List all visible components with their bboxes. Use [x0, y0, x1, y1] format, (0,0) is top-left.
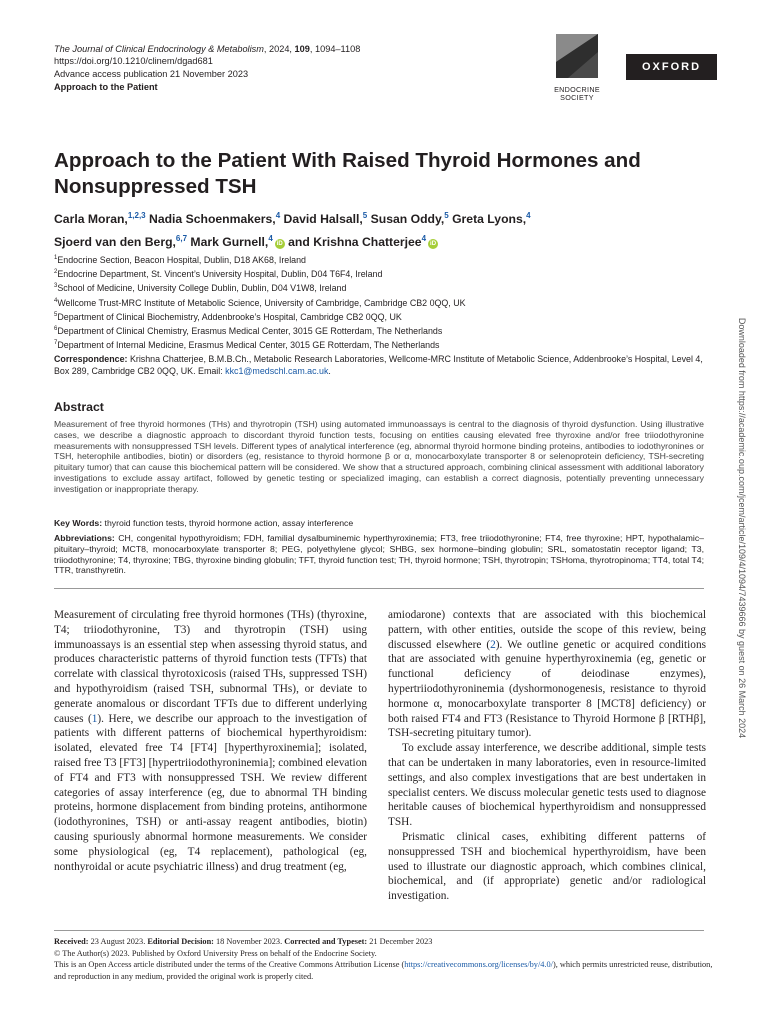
author[interactable]: Nadia Schoenmakers,$^4$ — [149, 211, 281, 227]
abstract-heading: Abstract — [54, 400, 104, 414]
author[interactable]: Greta Lyons,$^4$ — [452, 211, 531, 227]
article-footer — [54, 936, 714, 982]
affiliation: $^2$Endocrine Department, St. Vincent’s University Hospital, Dublin, D04 T6F4, Ireland — [54, 269, 383, 280]
orcid-icon[interactable]: iD — [276, 241, 283, 248]
body-paragraph: Prismatic clinical cases, exhibiting different patterns of nonsuppressed TSH and biochemical hyperthyroidism, have been used to illustrate our diagnostic approach, which combines clinical, biochemical, and (if appropriate) genetic and/or radiological investigation. — [388, 830, 706, 903]
copyright: © The Author(s) 2023. Published by Oxford University Press on behalf of the Endocrine Society. — [54, 948, 377, 958]
abbreviations: Abbreviations: CH, congenital hypothyroidism; FDH, familial dysalbuminemic hyperthyroxinemia; FT3, free triiodothyronine; FT4, free thyroxine; HPT, hypothalamic–pituitary–thyroid; MCT8, monocarboxylate transporter 8; PEG, polyethylene glycol; SHBG, sex hormone–binding globulin; SRL, somatostatin receptor ligand; T3, triiodothyronine; T4, thyroxine; TBG, thyroxine binding globulin; TFT, thyroid function test; TH, thyroid hormone; TSH, thyrotropin; TSHoma, thyrotropinoma; TT4, total T4; TTR, transthyretin. — [54, 533, 704, 576]
divider — [54, 930, 704, 931]
orcid-icon[interactable]: iD — [430, 241, 437, 248]
advance-access: Advance access publication 21 November 2023 — [54, 68, 249, 79]
correspondence: Correspondence: Krishna Chatterjee, B.M.B.Ch., Metabolic Research Laboratories, Wellcome-MRC Institute of Metabolic Science, Addenbrooke’s Hospital, Level 4, Box 289, Cambridge CB2 0QQ, UK. Email: kkc1@medschl.cam.ac.uk. — [54, 354, 703, 377]
affiliation: $^1$Endocrine Section, Beacon Hospital, Dublin, D18 AK68, Ireland — [54, 254, 306, 265]
reference-link[interactable]: 2 — [490, 638, 496, 651]
author-list — [54, 206, 694, 252]
affiliation: $^5$Department of Clinical Biochemistry, Addenbrooke’s Hospital, Cambridge CB2 0QQ, UK — [54, 311, 402, 322]
body-paragraph: To exclude assay interference, we describe additional, simple tests that can be undertaken in many laboratories, even in resource-limited settings, and also complex investigations that are best undertaken in specialist centers. We discuss molecular genetic tests used to diagnose heritable causes of biochemical hyperthyroidism and nonsuppressed TSH. — [388, 742, 706, 829]
author[interactable]: and Krishna Chatterjee$^4$ — [288, 234, 427, 250]
publisher-logos — [548, 32, 718, 112]
license-link[interactable]: https://creativecommons.org/licenses/by/4.0/ — [404, 960, 553, 970]
email-link[interactable]: kkc1@medschl.cam.ac.uk — [225, 366, 329, 377]
author[interactable]: Mark Gurnell,$^4$ — [190, 234, 273, 250]
affiliations — [54, 252, 714, 378]
license: This is an Open Access article distributed under the terms of the Creative Commons Attribution License (https://creativecommons.org/licenses/by/4.0/), which permits unrestricted reuse, distribution, and reproduction in any medium, provided the original work is properly cited. — [54, 960, 713, 981]
journal-name: The Journal of Clinical Endocrinology & Metabolism — [54, 44, 264, 54]
doi-link[interactable]: https://doi.org/10.1210/clinem/dgad681 — [54, 56, 213, 67]
affiliation: $^4$Wellcome Trust-MRC Institute of Metabolic Science, University of Cambridge, Cambridge CB2 0QQ, UK — [54, 297, 466, 308]
author[interactable]: Sjoerd van den Berg,$^{6,7}$ — [54, 234, 188, 250]
author[interactable]: Susan Oddy,$^5$ — [370, 211, 449, 227]
author[interactable]: Carla Moran,$^{1,2,3}$ — [54, 211, 146, 227]
body-column-left — [54, 608, 367, 874]
download-side-note: Downloaded from https://academic.oup.com/jcem/article/109/4/1094/7439666 by guest on 26 March 2024 — [737, 317, 747, 739]
body-paragraph: Measurement of circulating free thyroid hormones (THs) (thyroxine, T4; triiodothyronine, T3) and thyrotropin (TSH) using immunoassays is an essential step when assessing thyroid status, and produces characteristic patterns of thyroid function tests (TFTs) that correlate with classical thyrotoxicosis (raised THs, suppressed TSH) and hypothyroidism (raised TSH, subnormal THs), or deviate to generate anomalous or discordant TFTs due to different underlying causes (1). Here, we describe our approach to the investigation of patients with different patterns of biochemical hyperthyroidism: isolated, elevated free T4 [FT4] [hyperthyroxinemia]; isolated, raised free T3 [FT3] [hypertriiodothyroninemia]; combined elevation of FT4 and FT3 with nonsuppressed TSH. We review different categories of assay interference (eg, due to abnormal TH binding proteins, hormone displacement from binding proteins, antihormone (iodothyronines, TSH) or anti-assay reagent antibodies, biotin) causing spuriously abnormal hormone measurements. We consider some physiological (eg, T4 replacement), pathological (eg, nonthyroidal or acute psychiatric illness) and drug treatment (eg, — [54, 609, 367, 873]
author[interactable]: David Halsall,$^5$ — [283, 211, 368, 227]
journal-citation: The Journal of Clinical Endocrinology & Metabolism, 2024, 109, 1094–1108 — [54, 44, 361, 54]
oxford-logo: OXFORD — [626, 54, 717, 80]
journal-volume: 109 — [294, 44, 310, 54]
reference-link[interactable]: 1 — [91, 712, 98, 725]
affiliation: $^6$Department of Clinical Chemistry, Erasmus Medical Center, 3015 GE Rotterdam, The Netherlands — [54, 325, 443, 336]
keywords: Key Words: thyroid function tests, thyroid hormone action, assay interference — [54, 518, 354, 528]
endocrine-society-label: ENDOCRINE SOCIETY — [554, 85, 600, 102]
section-label: Approach to the Patient — [54, 82, 158, 93]
endocrine-society-logo — [548, 32, 606, 102]
article-dates: Received: 23 August 2023. Editorial Decision: 18 November 2023. Corrected and Typeset: 21 December 2023 — [54, 937, 433, 946]
affiliation: $^7$Department of Internal Medicine, Erasmus Medical Center, 3015 GE Rotterdam, The Netherlands — [54, 340, 440, 350]
journal-header — [54, 43, 514, 94]
endocrine-society-mark-icon — [548, 32, 606, 82]
article-title: Approach to the Patient With Raised Thyroid Hormones and Nonsuppressed TSH — [54, 149, 641, 198]
divider — [54, 588, 704, 589]
body-column-right — [388, 608, 706, 904]
body-paragraph: amiodarone) contexts that are associated with this biochemical pattern, with other entities, outside the scope of this review, being discussed elsewhere (2). We outline genetic or acquired conditions that are associated with genuine hyperthyroxinemia (eg, genetic or functional deficiency of deiodinase enzymes), hypertriiodothyroninemia (dyshormonogenesis, resistance to thyroid hormone α, monocarboxylate transporter 8 [MCT8] deficiency) or both raised FT4 and FT3 (Resistance to Thyroid Hormone β [RTHβ], TSH-secreting pituitary tumor). — [388, 609, 706, 740]
abstract-text: Measurement of free thyroid hormones (THs) and thyrotropin (TSH) using automated immunoassays is central to the diagnosis of thyroid dysfunction. Using illustrative cases, we describe a diagnostic approach to discordant thyroid function tests, focusing on entities causing elevated free thyroxine and/or free triiodothyronine measurements with nonsuppressed TSH levels. Different types of analytical interference (eg, abnormal thyroid hormone binding proteins, antibodies to iodothyronines or TSH, heterophile antibodies, biotin) or disorders (eg, resistance to thyroid hormone β or α, monocarboxylate transporter 8 or selenoprotein deficiency, TSH-secreting pituitary tumor) that can cause this biochemical pattern will be considered. We show that a structured approach, combining clinical assessment with additional laboratory investigations to exclude assay artifact, followed by genetic testing or specialized imaging, can establish a correct diagnosis, potentially preventing unnecessary investigation or inappropriate therapy. — [54, 419, 704, 494]
affiliation: $^3$School of Medicine, University College Dublin, Dublin, D04 V1W8, Ireland — [54, 283, 347, 294]
